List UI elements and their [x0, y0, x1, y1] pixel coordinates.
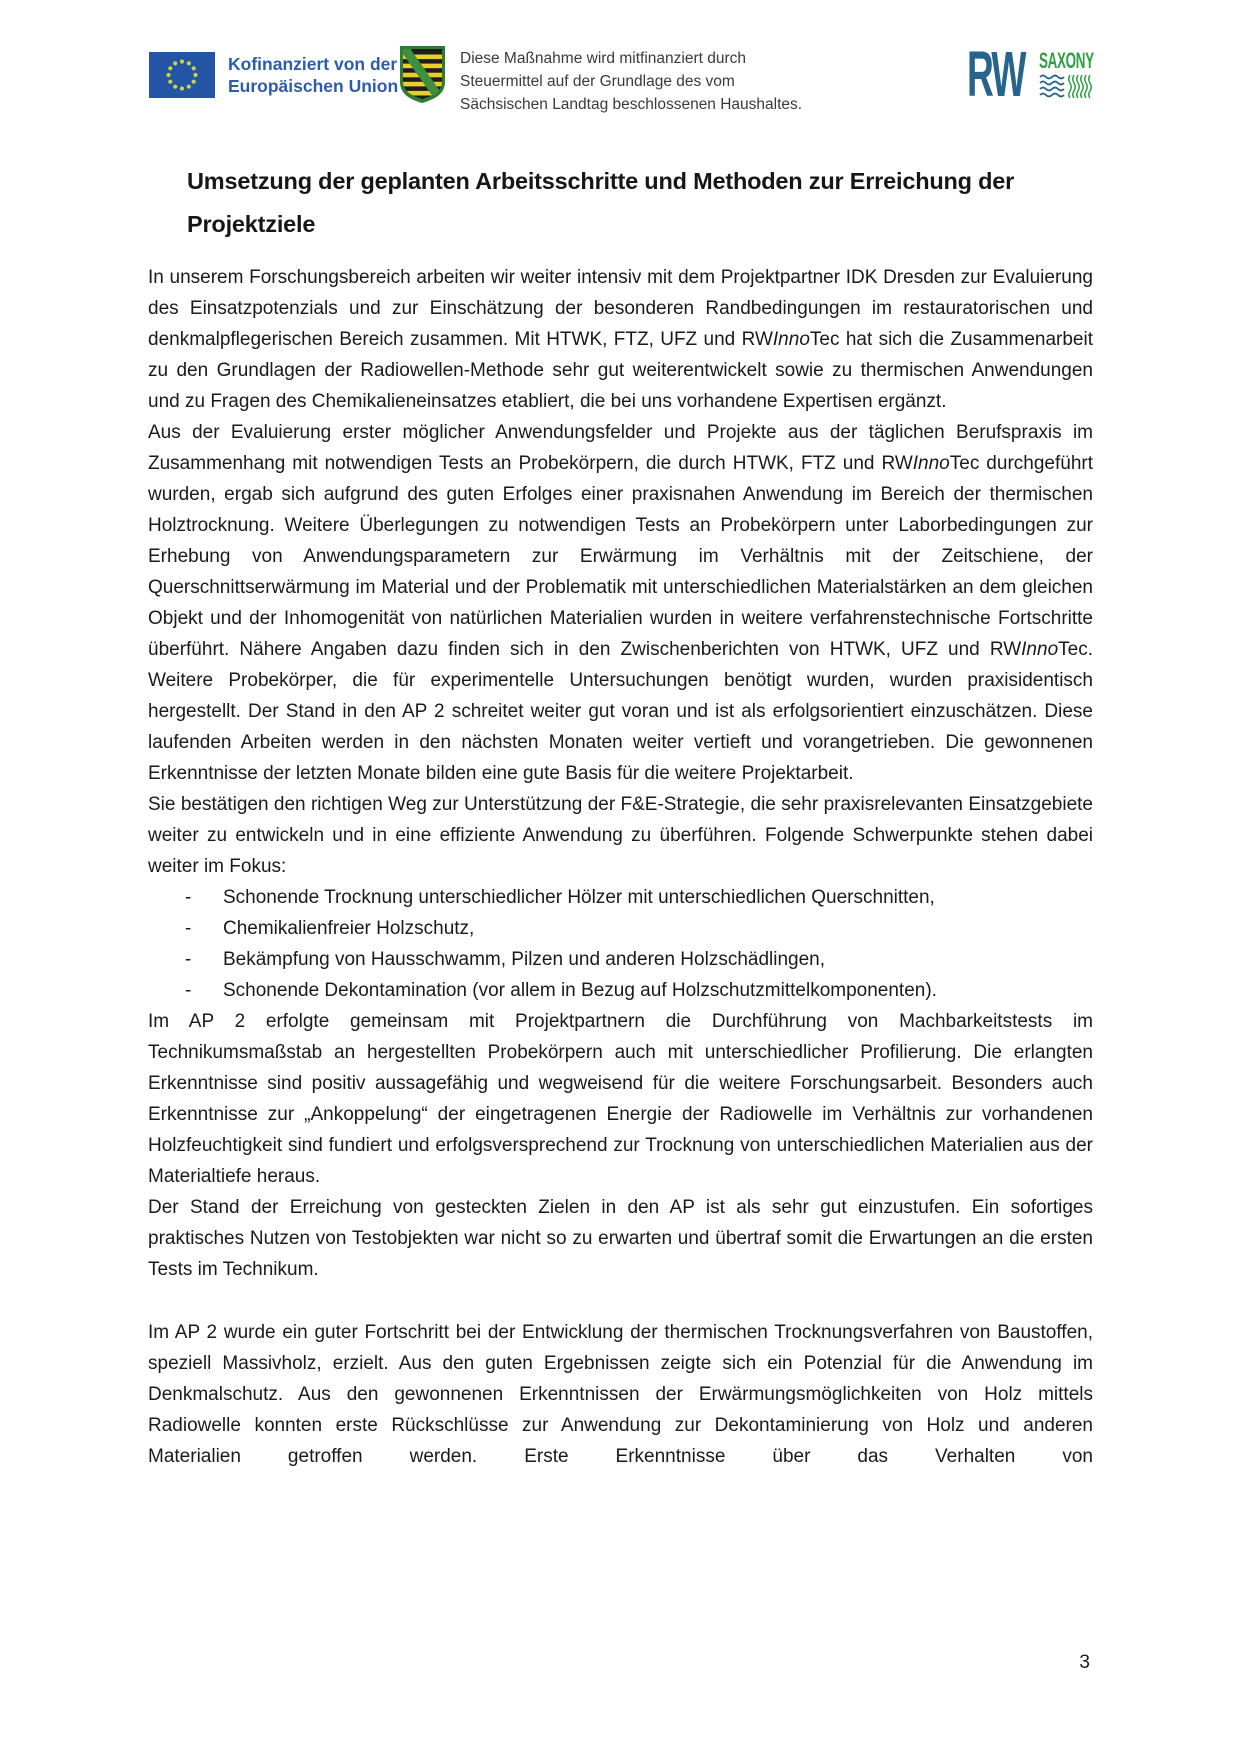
- paragraph: [148, 1317, 1093, 1472]
- text-segment: Tec. Weitere Probekörper, die für experimentelle Untersuchungen benötigt wurden, wurden praxisidentisch hergestellt. Der Stand in den AP 2 schreitet weiter gut voran und ist als erfolgsorientiert einzuschätzen. Diese laufenden Arbeiten werden in den nächsten Monaten weiter vertieft und vorangetrieben. Die gewonnenen Erkenntnisse der letzten Monate bilden eine gute Basis für die weitere Projektarbeit.: [148, 639, 1093, 784]
- text-segment: Bekämpfung von Hausschwamm, Pilzen und anderen Holzschädlingen,: [223, 949, 826, 970]
- rw-logo-saxony-text: SAXONY: [1039, 48, 1094, 73]
- saxony-funding-logo: [399, 45, 802, 116]
- document-body: [148, 262, 1093, 1472]
- page-title-line1: Umsetzung der geplanten Arbeitsschritte und Methoden zur Erreichung der: [187, 168, 1015, 194]
- list-dash-marker: -: [185, 887, 192, 908]
- saxony-funding-label: [460, 45, 802, 116]
- text-segment: Tec durchgeführt wurden, ergab sich aufgrund des guten Erfolges einer praxisnahen Anwendung im Bereich der thermischen Holztrocknung. Weitere Überlegungen zu notwendigen Tests an Probekörpern unter Laborbedingungen zur Erhebung von Anwendungsparametern zur Erwärmung im Verhältnis mit der Zeitschiene, der Querschnittserwärmung im Material und der Problematik mit unterschiedlichen Materialstärken an dem gleichen Objekt und der Inhomogenität von natürlichen Materialien wurden in weitere verfahrenstechnische Fortschritte überführt. Nähere Angaben dazu finden sich in den Zwischenberichten von HTWK, UFZ und RW: [148, 453, 1093, 660]
- eu-cofunding-label: [228, 52, 398, 97]
- eu-cofunding-label-line1: Kofinanziert von der: [228, 54, 398, 74]
- saxony-funding-line3: Sächsischen Landtag beschlossenen Haushaltes.: [460, 96, 803, 113]
- text-segment: In unserem Forschungsbereich arbeiten wir weiter intensiv mit dem Projektpartner IDK Dresden zur Evaluierung des Einsatzpotenzials und zur Einschätzung der besonderen Randbedingungen im restauratorischen und denkmalpflegerischen Bereich zusammen. Mit HTWK, FTZ, UFZ und RW: [148, 267, 1093, 350]
- text-segment: Aus der Evaluierung erster möglicher Anwendungsfelder und Projekte aus der täglichen Berufspraxis im Zusammenhang mit notwendigen Tests an Probekörpern, die durch HTWK, FTZ und RW: [148, 422, 1093, 474]
- italic-text-segment: Inno: [1021, 639, 1059, 660]
- rw-saxony-logo: [967, 38, 1095, 110]
- paragraph: [148, 417, 1093, 789]
- waves-icon: [1039, 74, 1094, 99]
- list-dash-marker: -: [185, 918, 192, 939]
- paragraph-spacer: [148, 1285, 1093, 1317]
- italic-text-segment: Inno: [912, 453, 950, 474]
- text-segment: Der Stand der Erreichung von gesteckten Zielen in den AP ist als sehr gut einzustufen. Ein sofortiges praktisches Nutzen von Testobjekten war nicht so zu erwarten und übertraf somit die Erwartungen an die ersten Tests im Technikum.: [148, 1197, 1093, 1280]
- text-segment: Schonende Dekontamination (vor allem in Bezug auf Holzschutzmittelkomponenten).: [223, 980, 937, 1001]
- rw-logo-rw-text: RW: [967, 38, 1025, 110]
- list-item: [148, 975, 1093, 1006]
- text-segment: Sie bestätigen den richtigen Weg zur Unterstützung der F&E-Strategie, die sehr praxisrelevanten Einsatzgebiete weiter zu entwickeln und in eine effiziente Anwendung zu überführen. Folgende Schwerpunkte stehen dabei weiter im Fokus:: [148, 794, 1093, 877]
- eu-cofunding-label-line2: Europäischen Union: [228, 76, 399, 96]
- paragraph: [148, 1006, 1093, 1192]
- list-item: [148, 882, 1093, 913]
- eu-cofunding-logo: [149, 52, 398, 98]
- paragraph: [148, 1192, 1093, 1285]
- italic-text-segment: Inno: [772, 329, 810, 350]
- text-segment: Tec hat sich die Zusammenarbeit zu den Grundlagen der Radiowellen-Methode sehr gut weiterentwickelt sowie zu thermischen Anwendungen und zu Fragen des Chemikalieneinsatzes etabliert, die bei uns vorhandene Expertisen ergänzt.: [148, 329, 1093, 412]
- paragraph: [148, 262, 1093, 417]
- page-number: 3: [1079, 1652, 1090, 1673]
- saxony-funding-line2: Steuermittel auf der Grundlage des vom: [460, 73, 735, 90]
- rw-logo-right-column: [1039, 50, 1095, 99]
- text-segment: Chemikalienfreier Holzschutz,: [223, 918, 475, 939]
- list-item: [148, 913, 1093, 944]
- saxony-funding-line1: Diese Maßnahme wird mitfinanziert durch: [460, 50, 746, 67]
- text-segment: Im AP 2 erfolgte gemeinsam mit Projektpartnern die Durchführung von Machbarkeitstests im Technikumsmaßstab an hergestellten Probekörpern auch mit unterschiedlicher Profilierung. Die erlangten Erkenntnisse sind positiv aussagefähig und wegweisend für die weitere Forschungsarbeit. Besonders auch Erkenntnisse zur „Ankoppelung“ der eingetragenen Energie der Radiowelle im Verhältnis zur vorhandenen Holzfeuchtigkeit sind fundiert und erfolgsversprechend zur Trocknung von unterschiedlichen Materialien aus der Materialtiefe heraus.: [148, 1011, 1093, 1187]
- list-item: [148, 944, 1093, 975]
- page-title-line2: Projektziele: [187, 211, 316, 237]
- rw-logo-saxony-wordmark: [1039, 50, 1095, 72]
- bullet-list: [148, 882, 1093, 1006]
- saxony-coat-of-arms-icon: [399, 45, 446, 104]
- rw-logo-letters: [967, 38, 1036, 110]
- page-title: [187, 160, 1093, 246]
- list-dash-marker: -: [185, 949, 192, 970]
- paragraph: [148, 789, 1093, 882]
- text-segment: Im AP 2 wurde ein guter Fortschritt bei der Entwicklung der thermischen Trocknungsverfahren von Baustoffen, speziell Massivholz, erzielt. Aus den guten Ergebnissen zeigte sich ein Potenzial für die Anwendung im Denkmalschutz. Aus den gewonnenen Erkenntnissen der Erwärmungsmöglichkeiten von Holz mittels Radiowelle konnten erste Rückschlüsse zur Anwendung zur Dekontaminierung von Holz und anderen Materialien getroffen werden. Erste Erkenntnisse über das Verhalten von: [148, 1322, 1093, 1467]
- document-content: [148, 160, 1093, 1472]
- list-dash-marker: -: [185, 980, 192, 1001]
- text-segment: Schonende Trocknung unterschiedlicher Hölzer mit unterschiedlichen Querschnitten,: [223, 887, 935, 908]
- eu-flag-icon: [149, 52, 215, 98]
